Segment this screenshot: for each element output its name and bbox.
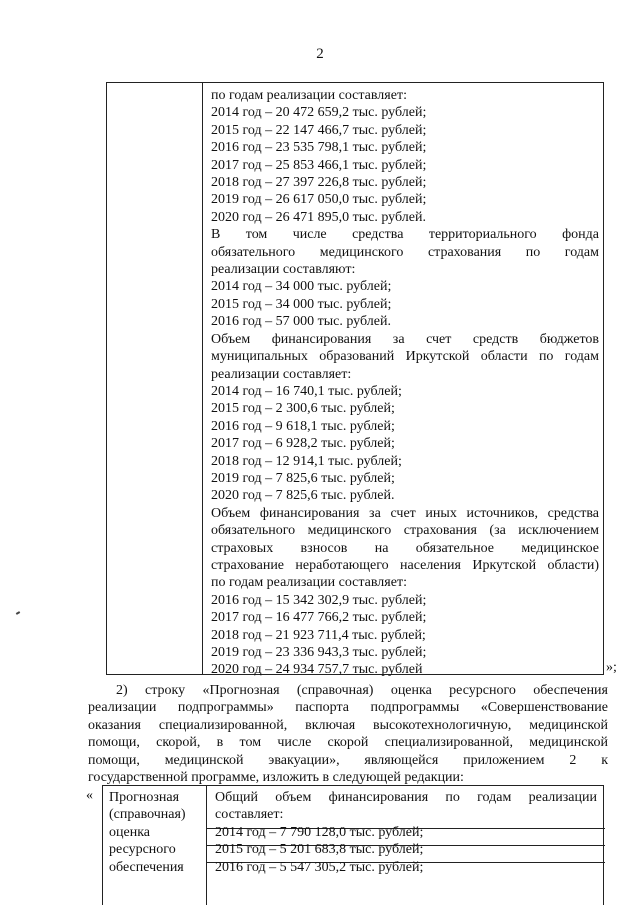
funding-line: 2015 год – 34 000 тыс. рублей; xyxy=(211,296,392,312)
funding-line: Объем финансирования за счет иных источников, средства xyxy=(211,505,599,521)
paragraph-line: государственной программе, изложить в следующей редакции: xyxy=(88,770,464,786)
label-line: Прогнозная xyxy=(109,790,180,805)
funding-line: 2017 год – 25 853 466,1 тыс. рублей; xyxy=(211,157,427,173)
funding-line: обязательного медицинского страхования (за исключением xyxy=(211,523,599,539)
funding-line: 2014 год – 16 740,1 тыс. рублей; xyxy=(211,383,402,399)
funding-line: 2019 год – 26 617 050,0 тыс. рублей; xyxy=(211,192,427,208)
label-line: (справочная) xyxy=(109,807,186,823)
value-line: 2015 год – 5 201 683,8 тыс. рублей; xyxy=(215,842,424,858)
funding-line: 2020 год – 7 825,6 тыс. рублей. xyxy=(211,488,395,504)
value-line: 2016 год – 5 547 305,2 тыс. рублей; xyxy=(215,859,424,875)
funding-line: страхование неработающего населения Иркутской области) xyxy=(211,557,599,573)
funding-line: В том числе средства территориального фонда xyxy=(211,227,599,243)
funding-line: по годам реализации составляет: xyxy=(211,575,407,591)
funding-line: реализации составляет: xyxy=(211,366,352,382)
funding-line: 2015 год – 2 300,6 тыс. рублей; xyxy=(211,401,395,417)
table-column-divider xyxy=(202,83,203,674)
closing-quote: »; xyxy=(606,660,617,675)
funding-line: обязательного медицинского страхования по годам xyxy=(211,244,599,260)
paragraph-line: помощи, медицинской эвакуации», являющейся приложением 2 к xyxy=(88,752,608,768)
funding-line: 2018 год – 12 914,1 тыс. рублей; xyxy=(211,453,402,469)
funding-line: реализации составляют: xyxy=(211,262,356,278)
stray-mark xyxy=(16,611,20,615)
funding-line: Объем финансирования за счет средств бюджетов xyxy=(211,331,599,347)
paragraph-line: реализации подпрограммы» паспорта подпрограммы «Совершенствование xyxy=(88,700,608,716)
funding-line: 2019 год – 23 336 943,3 тыс. рублей; xyxy=(211,645,427,660)
row-value-cell xyxy=(215,789,597,876)
funding-line: 2018 год – 21 923 711,4 тыс. рублей; xyxy=(211,627,426,643)
resource-estimate-table xyxy=(102,785,604,905)
opening-quote: « xyxy=(86,788,93,803)
funding-line: 2018 год – 27 397 226,8 тыс. рублей; xyxy=(211,175,427,191)
funding-line: 2016 год – 9 618,1 тыс. рублей; xyxy=(211,418,395,434)
value-line: составляет: xyxy=(215,807,284,823)
funding-line: 2016 год – 23 535 798,1 тыс. рублей; xyxy=(211,140,427,156)
funding-line: 2019 год – 7 825,6 тыс. рублей; xyxy=(211,470,395,486)
funding-line: страховых взносов на обязательное медицинское xyxy=(211,540,599,556)
paragraph-line: 2) строку «Прогнозная (справочная) оценка ресурсного обеспечения xyxy=(116,683,608,698)
paragraph-line: помощи, скорой, в том числе скорой специализированной, медицинской xyxy=(88,735,608,751)
funding-line: 2014 год – 20 472 659,2 тыс. рублей; xyxy=(211,105,427,121)
funding-line: 2014 год – 34 000 тыс. рублей; xyxy=(211,279,392,295)
funding-line: 2016 год – 15 342 302,9 тыс. рублей; xyxy=(211,592,427,608)
funding-line: 2020 год – 26 471 895,0 тыс. рублей. xyxy=(211,209,426,225)
funding-text-cell xyxy=(211,87,599,679)
funding-line: 2017 год – 16 477 766,2 тыс. рублей; xyxy=(211,610,427,626)
funding-line: муниципальных образований Иркутской области по годам xyxy=(211,349,599,365)
label-line: обеспечения xyxy=(109,859,184,875)
value-line: 2014 год – 7 790 128,0 тыс. рублей; xyxy=(215,824,424,840)
funding-line: 2015 год – 22 147 466,7 тыс. рублей; xyxy=(211,122,427,138)
paragraph-line: оказания специализированной, включая высокотехнологичную, медицинской xyxy=(88,717,608,733)
funding-line: по годам реализации составляет: xyxy=(211,88,407,103)
amendment-paragraph xyxy=(88,682,608,786)
label-line: ресурсного xyxy=(109,842,176,858)
page-number: 2 xyxy=(316,46,324,62)
funding-line: 2020 год – 24 934 757,7 тыс. рублей xyxy=(211,662,423,678)
label-line: оценка xyxy=(109,824,151,840)
funding-line: 2016 год – 57 000 тыс. рублей. xyxy=(211,314,391,330)
row-label-cell xyxy=(109,789,201,876)
funding-line: 2017 год – 6 928,2 тыс. рублей; xyxy=(211,436,395,452)
funding-table-continued xyxy=(106,82,604,678)
value-line: Общий объем финансирования по годам реализации xyxy=(215,790,597,805)
